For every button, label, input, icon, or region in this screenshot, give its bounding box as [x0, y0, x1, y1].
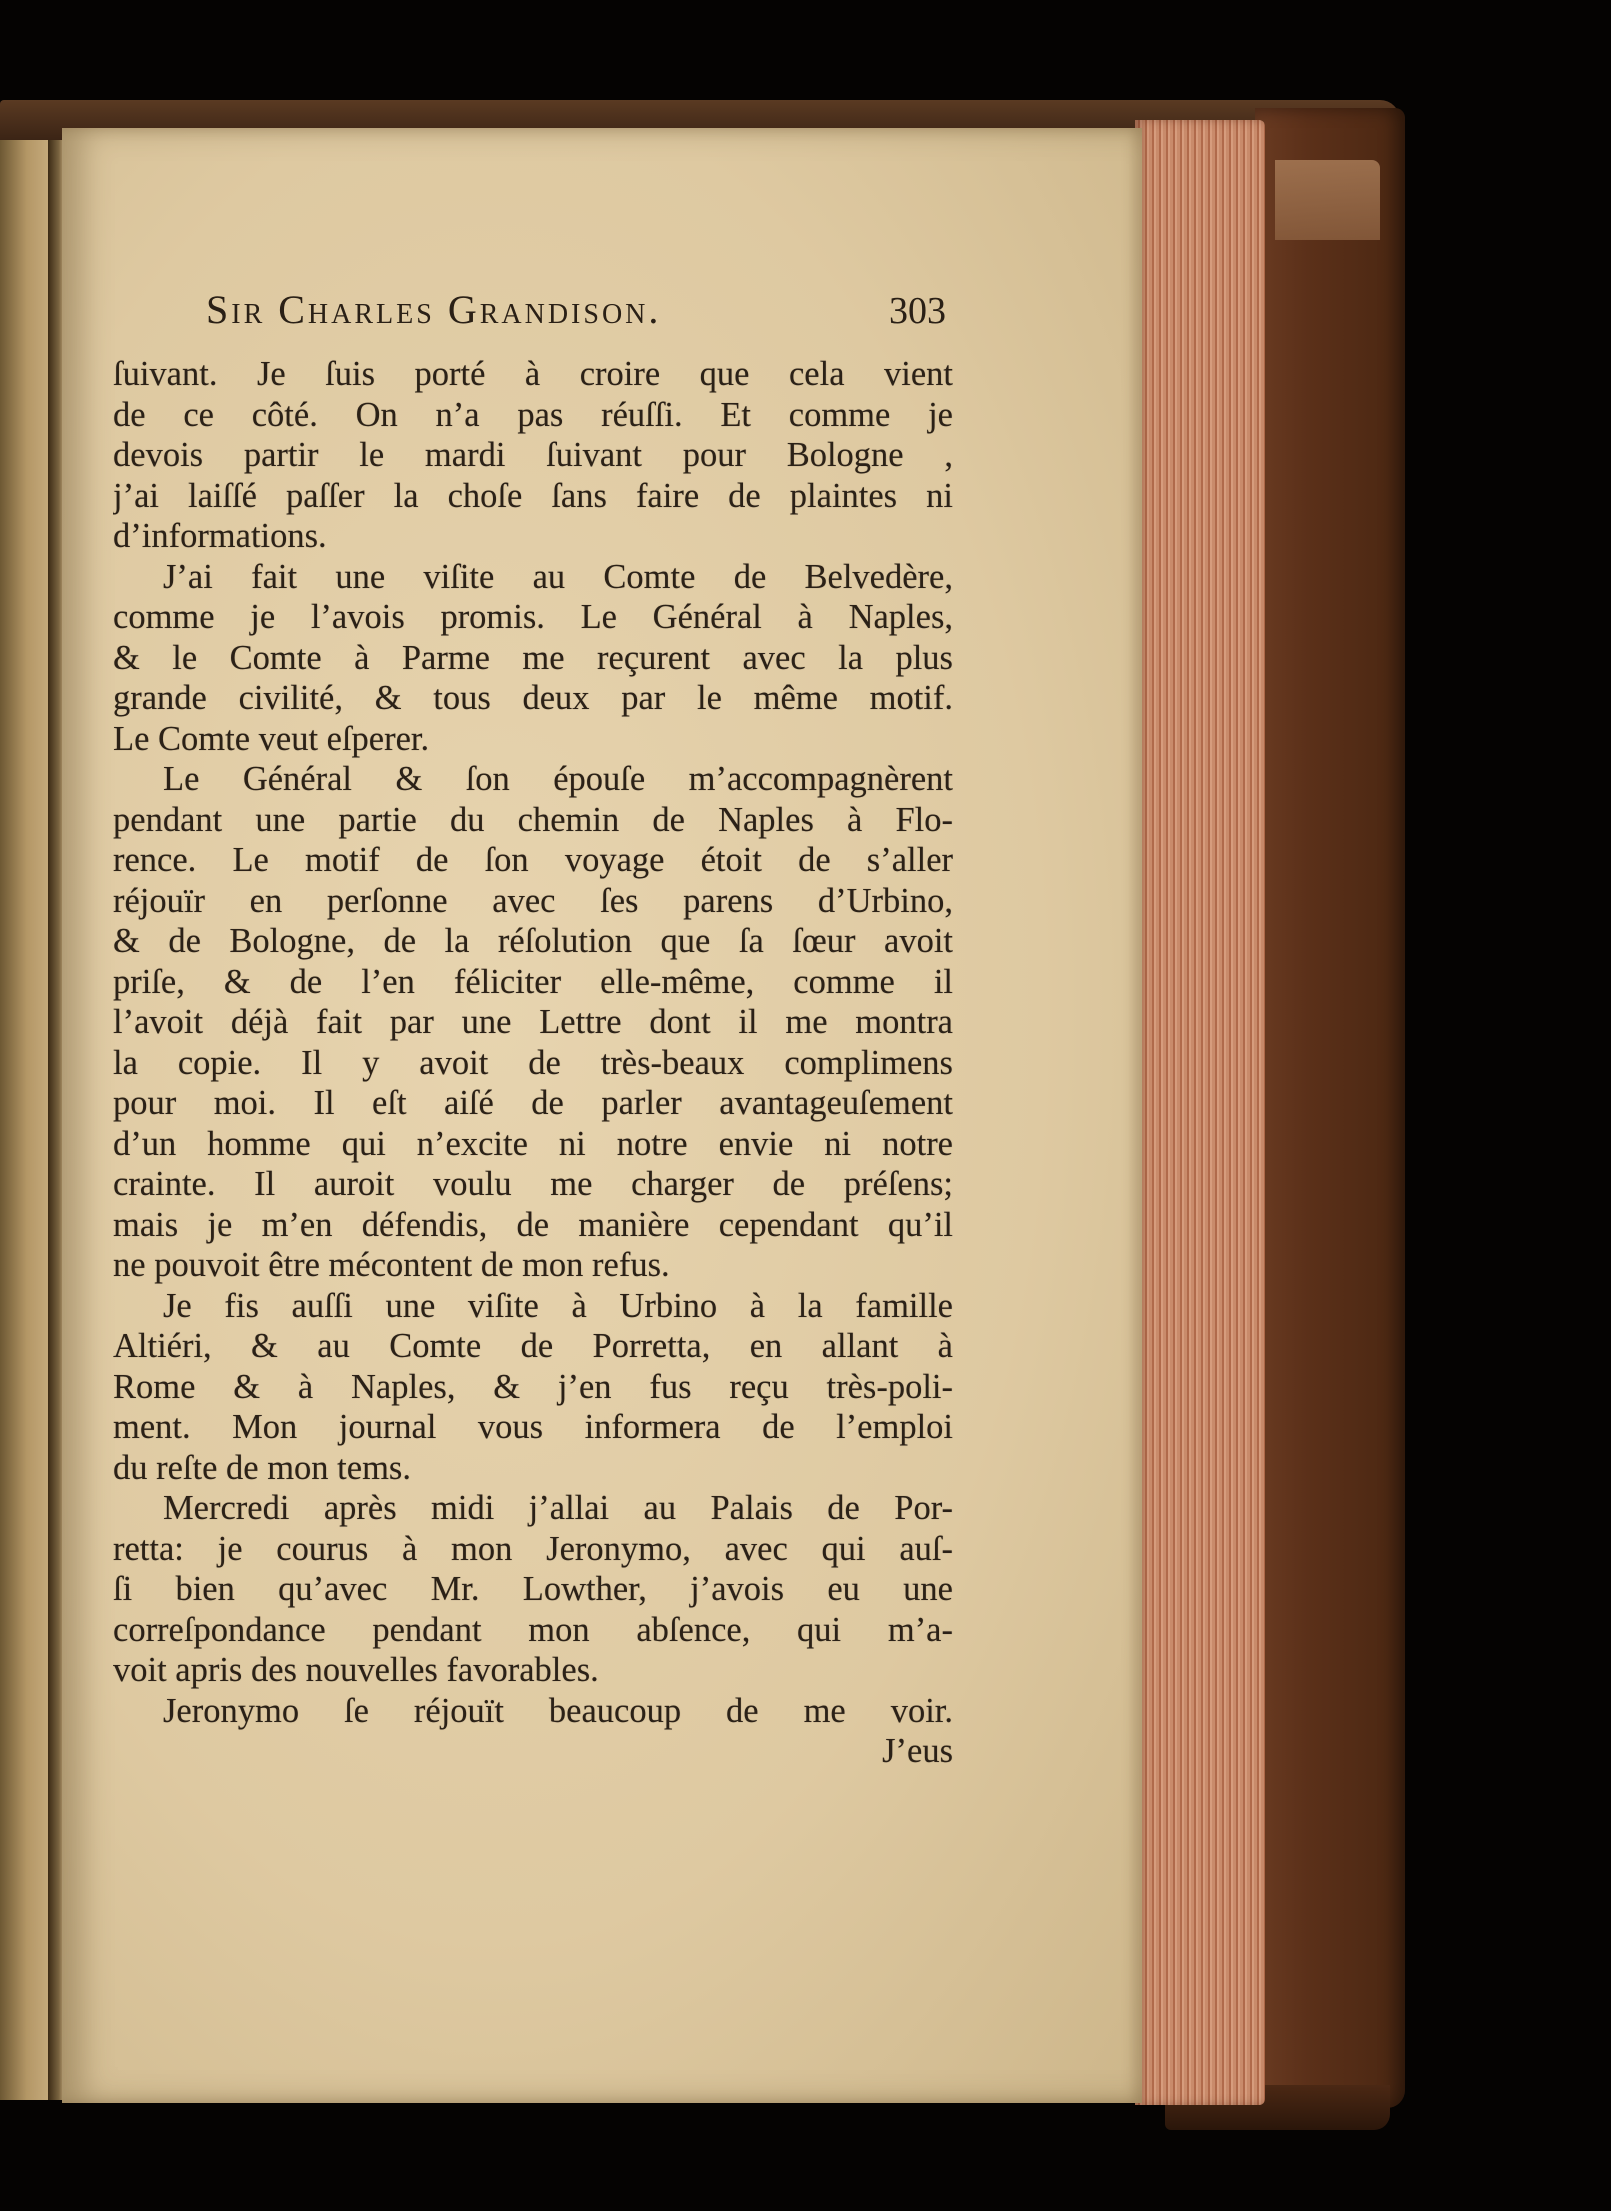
running-head [206, 286, 946, 336]
text-line: devois partir le mardi ſuivant pour Bologne , [113, 436, 953, 474]
text-line: priſe, & de l’en féliciter elle-même, comme il [113, 962, 953, 1001]
text-line: la copie. Il y avoit de très-beaux complimens [113, 1043, 953, 1082]
running-head-title: Sir Charles Grandison. [206, 287, 662, 332]
text-line: réjouïr en perſonne avec ſes parens d’Urbino, [113, 881, 953, 920]
text-line: voit apris des nouvelles favorables. [113, 1651, 599, 1689]
text-line: mais je m’en défendis, de manière cependant qu’il [113, 1205, 953, 1244]
paragraph-first-line: Jeronymo ſe réjouït beaucoup de me voir. [163, 1691, 953, 1730]
paragraph-first-line: Le Général & ſon épouſe m’accompagnèrent [163, 760, 953, 798]
text-line: de ce côté. On n’a pas réuſſi. Et comme je [113, 395, 953, 434]
paragraph-first-line: Je fis auſſi une viſite à Urbino à la famille [163, 1286, 953, 1325]
text-line: d’informations. [113, 517, 327, 555]
text-line: & de Bologne, de la réſolution que ſa ſœur avoit [113, 922, 953, 960]
text-line: du reſte de mon tems. [113, 1448, 411, 1487]
text-line: l’avoit déjà fait par une Lettre dont il me montra [113, 1003, 953, 1041]
text-line: ne pouvoit être mécontent de mon refus. [113, 1246, 670, 1284]
text-line: d’un homme qui n’excite ni notre envie ni notre [113, 1124, 953, 1163]
catchword: J’eus [882, 1732, 953, 1770]
text-line: crainte. Il auroit voulu me charger de préſens; [113, 1165, 953, 1203]
paragraph-first-line: J’ai fait une viſite au Comte de Belvedère, [163, 557, 953, 596]
text-line: ſi bien qu’avec Mr. Lowther, j’avois eu une [113, 1570, 953, 1608]
text-line: pour moi. Il eſt aiſé de parler avantageuſement [113, 1084, 953, 1122]
red-fore-edge [1135, 120, 1265, 2105]
cover-highlight [1275, 160, 1380, 240]
text-line: j’ai laiſſé paſſer la choſe ſans faire de plaintes ni [113, 476, 953, 515]
leather-cover [1255, 108, 1405, 2108]
text-line: grande civilité, & tous deux par le même motif. [113, 679, 953, 717]
text-line: comme je l’avois promis. Le Général à Naples, [113, 598, 953, 636]
paragraph-first-line: Mercredi après midi j’allai au Palais de Por- [163, 1489, 953, 1527]
text-line: retta: je courus à mon Jeronymo, avec qui auſ- [113, 1529, 953, 1568]
text-line: ment. Mon journal vous informera de l’emploi [113, 1408, 953, 1446]
text-line: Le Comte veut eſperer. [113, 719, 430, 758]
text-line: correſpondance pendant mon abſence, qui m’a- [113, 1610, 953, 1649]
text-block [113, 354, 953, 1772]
text-line: Altiéri, & au Comte de Porretta, en allant à [113, 1327, 953, 1365]
text-line: rence. Le motif de ſon voyage étoit de s’aller [113, 841, 953, 879]
text-line: pendant une partie du chemin de Naples à Flo- [113, 800, 953, 839]
text-line: ſuivant. Je ſuis porté à croire que cela vient [113, 355, 953, 393]
text-line: & le Comte à Parme me reçurent avec la plus [113, 638, 953, 677]
page-number: 303 [889, 290, 946, 332]
text-line: Rome & à Naples, & j’en fus reçu très-poli- [113, 1367, 953, 1406]
